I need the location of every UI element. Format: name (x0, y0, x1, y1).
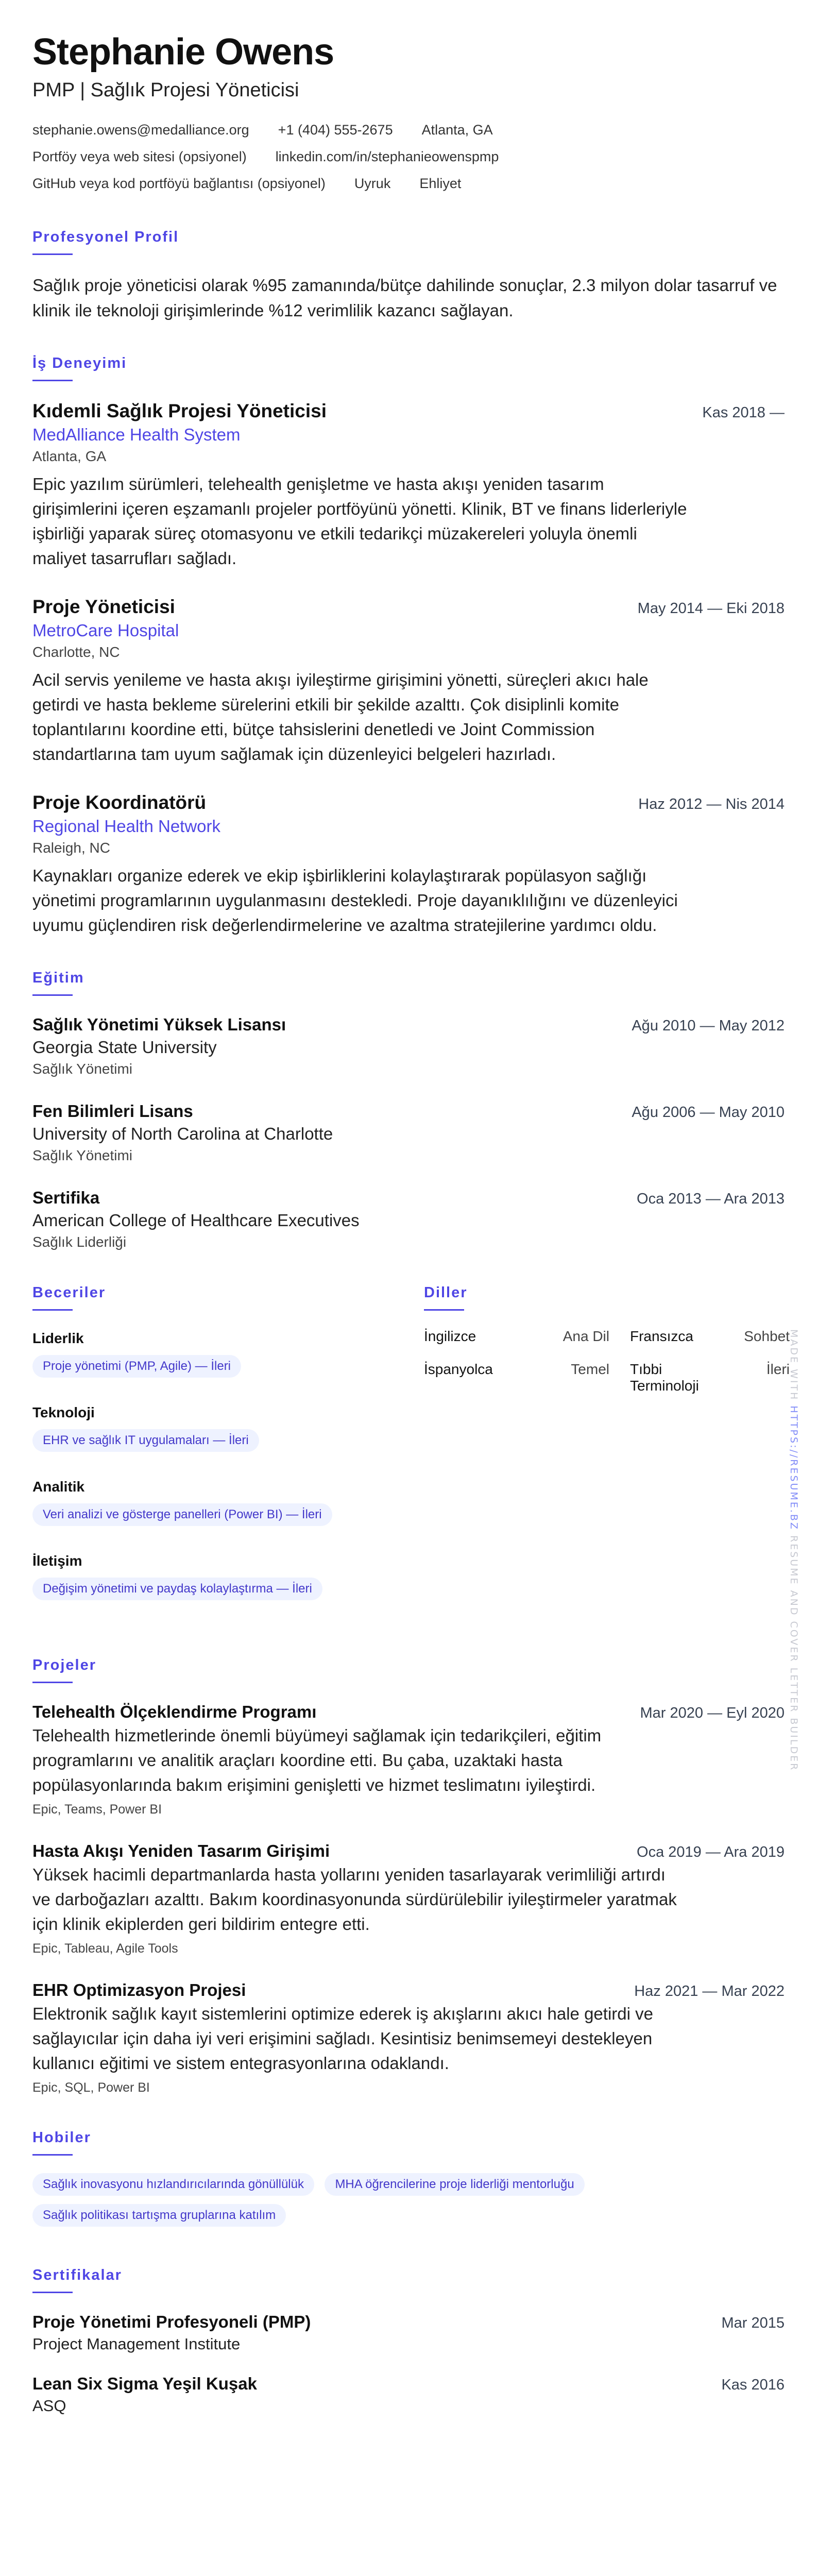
section-divider (32, 380, 73, 381)
experience-item (32, 790, 785, 938)
project-description: Elektronik sağlık kayıt sistemlerini optimize ederek iş akışlarını akıcı hale getirdi ve sağlayıcılar için daha iyi veri erişimini sağladı. Kesintisiz benimsemeyi destekleyen kullanıcı eğitimi ve sistem entegrasyonlarına odaklandı. (32, 2004, 653, 2073)
section-title: Hobiler (32, 2129, 91, 2146)
certification-date: Kas 2016 (721, 2377, 785, 2393)
certification-date: Mar 2015 (721, 2315, 785, 2331)
candidate-name: Stephanie Owens (32, 31, 334, 73)
education-field: Sağlık Yönetimi (32, 1147, 133, 1163)
skill-chip: EHR ve sağlık IT uygulamaları — İleri (32, 1429, 259, 1452)
project-date: Mar 2020 — Eyl 2020 (640, 1705, 785, 1721)
watermark-prefix: MADE WITH (788, 1329, 799, 1406)
certifications-section (32, 2266, 785, 2417)
experience-section (32, 354, 785, 938)
contact-location: Atlanta, GA (421, 122, 493, 138)
project-tools: Epic, Teams, Power BI (32, 1802, 162, 1817)
hobby-chip: Sağlık inovasyonu hızlandırıcılarında gönüllülük (32, 2173, 314, 2196)
contact-github[interactable]: GitHub veya kod portföyü bağlantısı (opsiyonel) (32, 176, 326, 191)
project-tools: Epic, Tableau, Agile Tools (32, 1941, 178, 1956)
job-company: MedAlliance Health System (32, 425, 241, 444)
education-item (32, 1187, 785, 1252)
section-divider (32, 253, 73, 255)
certification-name: Lean Six Sigma Yeşil Kuşak (32, 2374, 257, 2393)
certification-item (32, 2372, 785, 2417)
project-name: Telehealth Ölçeklendirme Programı (32, 1702, 317, 1721)
education-section (32, 969, 785, 1252)
language-level: Ana Dil (563, 1328, 609, 1344)
section-divider (32, 994, 73, 996)
skill-group (32, 1402, 424, 1460)
education-degree: Sağlık Yönetimi Yüksek Lisansı (32, 1015, 286, 1034)
project-name: Hasta Akışı Yeniden Tasarım Girişimi (32, 1841, 330, 1860)
education-degree: Sertifika (32, 1188, 100, 1207)
job-description: Epic yazılım sürümleri, telehealth genişletme ve hasta akışı yeniden tasarım girişimlerini içeren eşzamanlı projeler portföyünü yönetti. Klinik, BT ve finans liderleriyle işbirliği yaparak süreç otomasyonu ve etkili tedarikçi müzakereleri yoluyla önemli maliyet tasarrufları sağladı. (32, 474, 687, 568)
resume-page (32, 30, 790, 2434)
skill-group (32, 1328, 424, 1386)
skill-category: Liderlik (32, 1330, 84, 1346)
contact-license: Ehliyet (419, 176, 462, 191)
profile-summary: Sağlık proje yöneticisi olarak %95 zamanında/bütçe dahilinde sonuçlar, 2.3 milyon dolar tasarruf ve klinik ile teknoloji girişimlerinde %12 verimlilik kazancı sağlayan. (32, 276, 777, 320)
section-divider (32, 1309, 73, 1311)
job-company: Regional Health Network (32, 817, 221, 836)
skill-group (32, 1551, 424, 1608)
project-tools: Epic, SQL, Power BI (32, 2080, 150, 2095)
section-divider (32, 2154, 73, 2156)
contact-nationality: Uyruk (354, 176, 391, 191)
project-date: Oca 2019 — Ara 2019 (637, 1844, 785, 1860)
contact-block (32, 116, 785, 197)
project-date: Haz 2021 — Mar 2022 (634, 1983, 785, 1999)
project-name: EHR Optimizasyon Projesi (32, 1980, 246, 1999)
contact-email[interactable]: stephanie.owens@medalliance.org (32, 122, 249, 138)
experience-item (32, 595, 785, 767)
certification-issuer: Project Management Institute (32, 2335, 241, 2353)
language-name: Tıbbi Terminoloji (630, 1361, 699, 1394)
education-item (32, 1013, 785, 1079)
job-location: Atlanta, GA (32, 448, 107, 464)
language-level: Sohbet (744, 1328, 790, 1344)
certification-name: Proje Yönetimi Profesyoneli (PMP) (32, 2312, 311, 2331)
skill-category: Analitik (32, 1479, 85, 1495)
hobbies-section (32, 2128, 785, 2235)
education-item (32, 1100, 785, 1166)
section-title: Eğitim (32, 970, 84, 986)
skill-category: İletişim (32, 1553, 82, 1569)
skills-languages-row (32, 1283, 790, 1625)
skill-group (32, 1477, 424, 1534)
language-level: İleri (766, 1361, 790, 1377)
contact-portfolio[interactable]: Portföy veya web sitesi (opsiyonel) (32, 149, 247, 164)
education-field: Sağlık Liderliği (32, 1234, 127, 1250)
experience-item (32, 399, 785, 571)
projects-section (32, 1656, 785, 2097)
contact-linkedin[interactable]: linkedin.com/in/stephanieowenspmp (275, 149, 499, 164)
language-name: Fransızca (630, 1328, 693, 1344)
section-title: Profesyonel Profil (32, 229, 179, 245)
education-school: University of North Carolina at Charlotte (32, 1124, 333, 1143)
education-date: Ağu 2010 — May 2012 (632, 1018, 785, 1034)
project-item (32, 1979, 785, 2097)
section-title: Beceriler (32, 1284, 106, 1301)
job-title: Proje Yöneticisi (32, 596, 175, 617)
section-divider (32, 1682, 73, 1683)
education-field: Sağlık Yönetimi (32, 1061, 133, 1077)
language-level: Temel (571, 1361, 609, 1377)
language-name: İspanyolca (424, 1361, 493, 1377)
job-title: Kıdemli Sağlık Projesi Yöneticisi (32, 400, 327, 421)
skills-section (32, 1283, 424, 1625)
language-name: İngilizce (424, 1328, 476, 1344)
profile-section (32, 228, 785, 323)
project-item (32, 1840, 785, 1958)
section-divider (32, 2292, 73, 2293)
skill-category: Teknoloji (32, 1404, 95, 1420)
section-title: Sertifikalar (32, 2267, 122, 2283)
project-description: Yüksek hacimli departmanlarda hasta yollarını yeniden tasarlayarak verimliliği artırdı ve darboğazları azalttı. Bakım koordinasyonunda sürdürülebilir iyileştirmeler yaratmak için klinik ekiplerden geri bildirim entegre etti. (32, 1865, 677, 1934)
education-school: American College of Healthcare Executives (32, 1211, 360, 1230)
hobby-chip: Sağlık politikası tartışma gruplarına katılım (32, 2204, 286, 2227)
section-title: İş Deneyimi (32, 355, 127, 371)
job-date: Haz 2012 — Nis 2014 (638, 796, 785, 812)
section-divider (424, 1309, 464, 1311)
job-date: May 2014 — Eki 2018 (637, 600, 785, 617)
builder-watermark (788, 1329, 799, 1771)
skill-chip: Proje yönetimi (PMP, Agile) — İleri (32, 1355, 241, 1378)
hobby-chip: MHA öğrencilerine proje liderliği mentorluğu (325, 2173, 584, 2196)
section-title: Diller (424, 1284, 468, 1301)
watermark-link[interactable]: HTTPS://RESUME.BZ (788, 1405, 799, 1531)
skill-chip: Veri analizi ve gösterge panelleri (Power BI) — İleri (32, 1503, 332, 1526)
watermark-suffix: RESUME AND COVER LETTER BUILDER (788, 1530, 799, 1772)
certification-item (32, 2311, 785, 2355)
job-company: MetroCare Hospital (32, 621, 179, 640)
job-location: Raleigh, NC (32, 840, 110, 856)
job-description: Acil servis yenileme ve hasta akışı iyileştirme girişimini yönetti, süreçleri akıcı hale getirdi ve hasta bekleme sürelerini etkili bir şekilde azalttı. Çok disiplinli komite toplantılarını koordine etti, bütçe tahsislerini denetledi ve Joint Commission standartlarına tam uyum sağlamak için düzenleyici belgeleri hazırladı. (32, 670, 649, 764)
hobby-list (32, 2173, 651, 2235)
languages-section (424, 1283, 790, 1625)
job-date: Kas 2018 — (702, 404, 785, 421)
candidate-subtitle: PMP | Sağlık Projesi Yöneticisi (32, 79, 299, 101)
job-title: Proje Koordinatörü (32, 792, 207, 813)
skill-chip: Değişim yönetimi ve paydaş kolaylaştırma — İleri (32, 1578, 322, 1600)
certification-issuer: ASQ (32, 2397, 66, 2415)
languages-grid (424, 1328, 790, 1394)
contact-phone[interactable]: +1 (404) 555-2675 (278, 122, 393, 138)
education-date: Ağu 2006 — May 2010 (632, 1104, 785, 1121)
education-degree: Fen Bilimleri Lisans (32, 1101, 193, 1121)
project-item (32, 1701, 785, 1819)
education-school: Georgia State University (32, 1038, 217, 1057)
job-description: Kaynakları organize ederek ve ekip işbirliklerini kolaylaştırarak popülasyon sağlığı yönetimi programlarının uygulanmasını destekledi. Proje dayanıklılığını ve düzenleyici uyumu güçlendiren risk değerlendirmelerine ve azaltma stratejilerine yardımcı oldu. (32, 866, 678, 935)
project-description: Telehealth hizmetlerinde önemli büyümeyi sağlamak için tedarikçileri, eğitim programlarını ve analitik araçları koordine etti. Bu çaba, uzaktaki hasta popülasyonlarında bakım erişimini genişletti ve hizmet teslimatını iyileştirdi. (32, 1726, 602, 1794)
section-title: Projeler (32, 1657, 96, 1673)
job-location: Charlotte, NC (32, 644, 120, 660)
education-date: Oca 2013 — Ara 2013 (637, 1191, 785, 1207)
